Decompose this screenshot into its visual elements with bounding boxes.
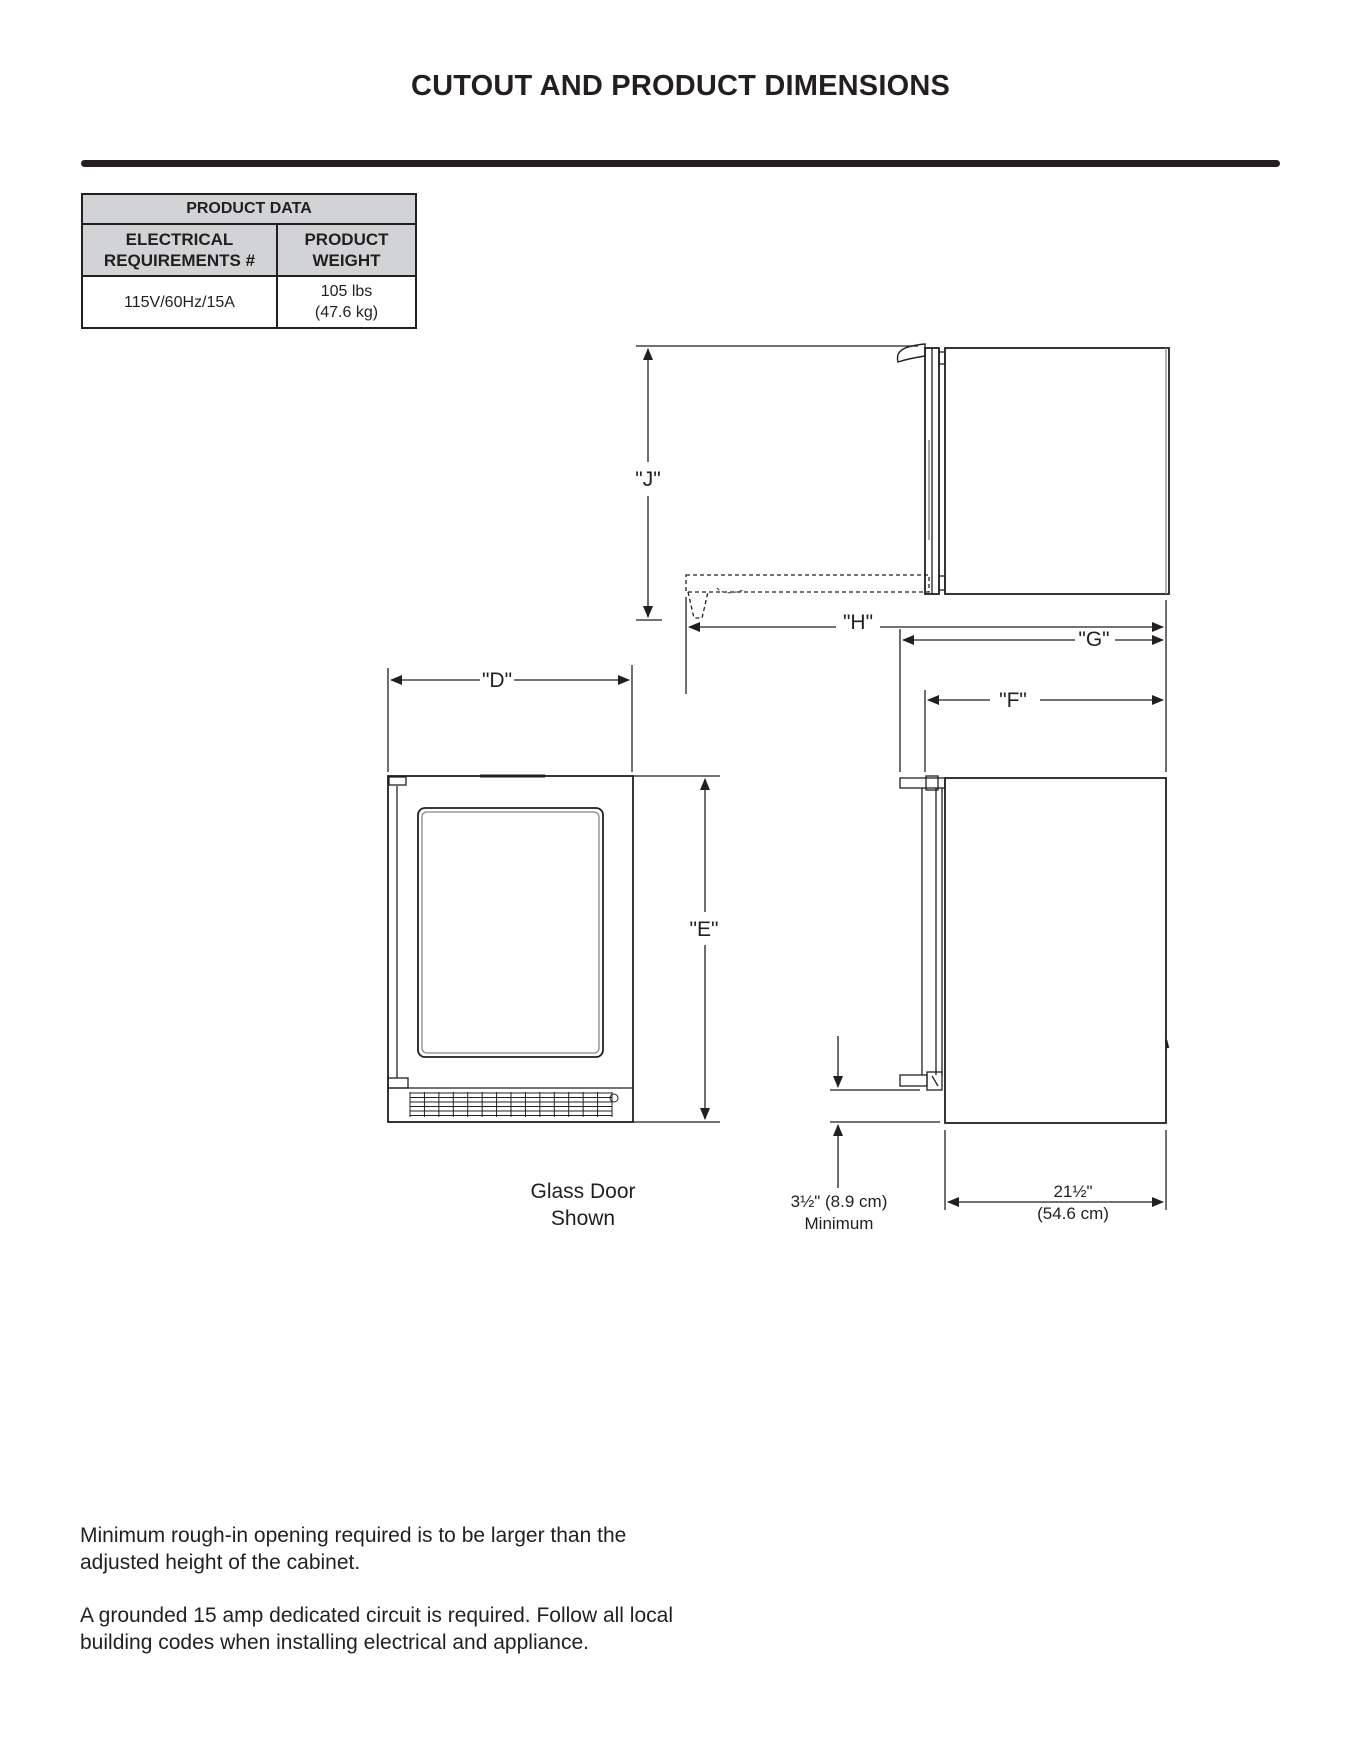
weight-value-line2: (47.6 kg): [314, 304, 379, 321]
weight-value-line1: 105 lbs: [320, 283, 373, 300]
dimension-h: [686, 597, 1166, 772]
label-j: "J": [635, 468, 661, 491]
depth-line1: 21½": [1053, 1182, 1093, 1201]
label-h: "H": [842, 611, 874, 634]
product-data-header: PRODUCT DATA: [82, 194, 416, 224]
front-view: [388, 776, 633, 1122]
label-e: "E": [689, 918, 719, 941]
dimension-e: [633, 776, 720, 1122]
electrical-header-line2: REQUIREMENTS #: [103, 251, 256, 270]
label-g: "G": [1078, 628, 1110, 651]
label-d: "D": [481, 669, 513, 692]
note-electrical: A grounded 15 amp dedicated circuit is required. Follow all local building codes when installing electrical and appliance.: [80, 1604, 673, 1654]
side-view-door-open: [686, 344, 1169, 618]
side-view: [900, 776, 1168, 1123]
weight-header-line1: PRODUCT: [304, 230, 389, 249]
caption-line1: Glass Door: [530, 1180, 636, 1203]
toe-kick-line1: 3½" (8.9 cm): [790, 1192, 888, 1211]
toe-kick-line2: Minimum: [804, 1214, 874, 1233]
installation-notes: [80, 1522, 680, 1682]
weight-header-line2: WEIGHT: [312, 251, 381, 270]
depth-line2: (54.6 cm): [1037, 1204, 1109, 1223]
front-grille: [410, 1092, 618, 1117]
dimension-j: [636, 346, 918, 620]
page-title: CUTOUT AND PRODUCT DIMENSIONS: [410, 70, 951, 102]
electrical-value: 115V/60Hz/15A: [82, 276, 277, 328]
label-f: "F": [999, 689, 1027, 712]
caption-line2: Shown: [550, 1207, 616, 1230]
dimension-f: [925, 690, 1163, 772]
note-rough-in: Minimum rough-in opening required is to be larger than the adjusted height of the cabinet.: [80, 1524, 627, 1574]
electrical-header-line1: ELECTRICAL: [125, 230, 234, 249]
dimension-toe-kick: [830, 1036, 940, 1188]
